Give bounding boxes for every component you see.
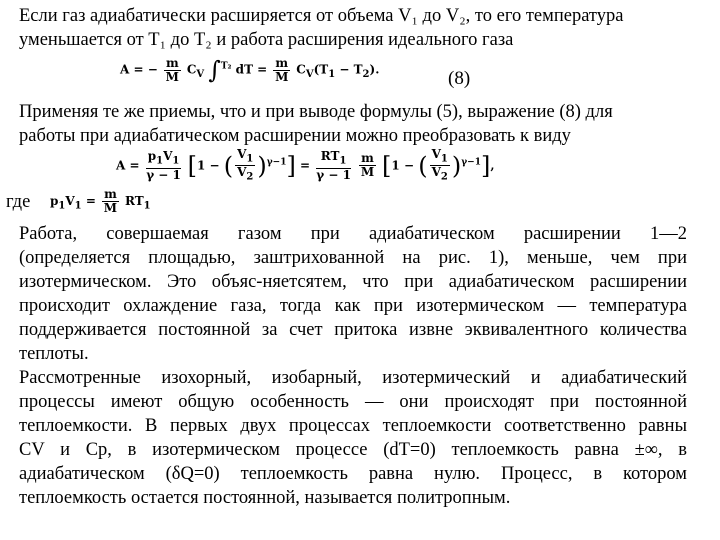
- equation-number: (8): [448, 68, 471, 89]
- paragraph-1-line-2: (определяется площадью, заштрихованной на рис. 1), меньше, чем при: [19, 248, 687, 268]
- paragraph-2-line-4: CV и Cp, в изотермическом процессе (dT=0) теплоемкость равна ±∞, в: [19, 440, 687, 460]
- where-label: где: [6, 192, 31, 212]
- paragraph-1-line-4: происходит охлаждение газа, тогда как при изотермическом — температура: [19, 296, 687, 316]
- equation-ideal-gas: $p_1V_1$ = $\frac{m}{M}$ $RT_1$: [50, 187, 151, 215]
- paragraph-2-line-3: теплоемкости. В первых двух процессах теплоемкости соответственно равны: [19, 416, 687, 436]
- intro-line-2: уменьшается от T₁ до T₂ и работа расширения идеального газа: [19, 30, 514, 50]
- paragraph-1-line-1: Работа, совершаемая газом при адиабатическом расширении 1—2: [19, 224, 687, 244]
- equation-adiabatic-work: A = $\frac{p_1V_1}{\gamma - 1}$ [1 − ( $\frac{V_1}{V_2}$ )$^{\gamma-1}$] = $\frac{RT_1}{\gamma - 1}$ $\frac{m}{M}$ [1 − ( $\frac{V_1}{V_2}$ )$^{\gamma-1}$],: [116, 147, 495, 183]
- applying-line-2: работы при адиабатическом расширении можно преобразовать к виду: [19, 126, 571, 146]
- paragraph-2-line-6: теплоемкость остается постоянной, называется политропным.: [19, 488, 511, 508]
- equation-8: A = − $\frac{m}{M}$ $C_V$ ∫$^{T_2}$ dT = $\frac{m}{M}$ $C_V(T_1 - T_2)$.: [120, 55, 380, 84]
- intro-line-1: Если газ адиабатически расширяется от объема V₁ до V₂, то его температура: [19, 6, 624, 26]
- paragraph-2-line-1: Рассмотренные изохорный, изобарный, изотермический и адиабатический: [19, 368, 687, 388]
- paragraph-1-line-6: теплоты.: [19, 344, 89, 364]
- paragraph-2-line-5: адиабатическом (δQ=0) теплоемкость равна нулю. Процесс, в котором: [19, 464, 687, 484]
- paragraph-1-line-3: изотермическом. Это объяс-няетсятем, что при адиабатическом расширении: [19, 272, 687, 292]
- paragraph-2-line-2: процессы имеют общую особенность — они происходят при постоянной: [19, 392, 687, 412]
- paragraph-1-line-5: поддерживается постоянной за счет притока извне эквивалентного количества: [19, 320, 687, 340]
- applying-line-1: Применяя те же приемы, что и при выводе формулы (5), выражение (8) для: [19, 102, 613, 122]
